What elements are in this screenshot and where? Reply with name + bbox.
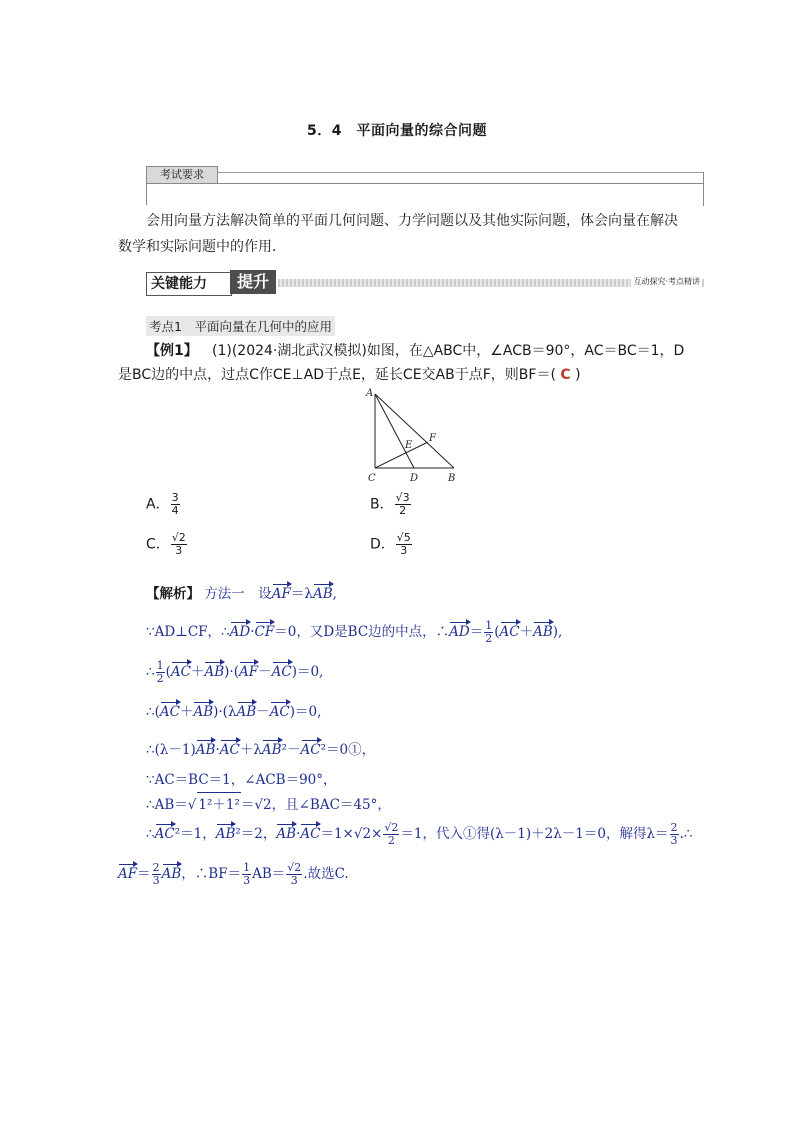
label-f: F bbox=[429, 433, 436, 444]
solution-line-5: ∴(λ－1)AB·AC＋λAB²－AC²＝0①， bbox=[146, 742, 376, 758]
option-b: B． $\frac{√3}{2}$ bbox=[370, 491, 410, 517]
label-b: B bbox=[448, 473, 456, 484]
solution-line-6: ∵AC＝BC＝1，∠ACB＝90°， bbox=[146, 772, 337, 788]
solution-line-4: ∴(AC＋AB)·(λAB－AC)＝0, bbox=[146, 704, 322, 720]
solution-line-3: ∴ $\frac{1}{2}$ (AC＋AB)·(AF－AC)＝0, bbox=[146, 659, 324, 685]
solution-line-9: AF＝ $\frac{2}{3}$ AB，∴BF＝ $\frac{1}{3}$ AB＝ $\frac{√2}{3}$ .故选C. bbox=[118, 861, 349, 887]
requirements-text-2: 数学和实际问题中的作用． bbox=[118, 239, 286, 255]
requirements-box bbox=[146, 166, 704, 206]
requirements-left-rule bbox=[146, 183, 147, 205]
requirements-top-rule bbox=[218, 172, 704, 173]
label-c: C bbox=[368, 473, 376, 484]
banner-tag: 互动探究·考点精讲 bbox=[633, 277, 700, 286]
solution-line-2: ∵AD⊥CF，∴AD·CF＝0，又D是BC边的中点，∴AD＝ $\frac{1}{2}$ (AC＋AB), bbox=[146, 619, 563, 645]
requirements-tab: 考试要求 bbox=[146, 166, 218, 183]
solution-label: 【解析】 bbox=[146, 586, 200, 602]
solution-line-8: ∴AC²＝1，AB²＝2，AB·AC＝1×√2× $\frac{√2}{2}$ ＝1，代入①得(λ－1)＋2λ－1＝0，解得λ＝ $\frac{2}{3}$ .∴ bbox=[146, 821, 693, 847]
requirements-rule bbox=[146, 183, 704, 184]
section-banner bbox=[146, 272, 704, 294]
option-c: C． $\frac{√2}{3}$ bbox=[146, 531, 186, 557]
example-label: 【例1】 bbox=[146, 343, 198, 359]
label-e: E bbox=[405, 440, 413, 451]
topic-heading: 考点1 平面向量在几何中的应用 bbox=[146, 316, 335, 336]
triangle-figure bbox=[360, 386, 470, 486]
banner-accent: 提升 bbox=[230, 270, 276, 294]
side-ab bbox=[375, 394, 454, 468]
option-a: A． $\frac{3}{4}$ bbox=[146, 491, 179, 517]
solution-line-1: 【解析】 方法一 设AF＝λAB, bbox=[146, 586, 337, 602]
label-d: D bbox=[410, 473, 419, 484]
solution-line-7: ∴AB＝√ 1²＋1²＝√2，且∠BAC＝45°， bbox=[146, 792, 391, 813]
label-a: A bbox=[366, 388, 374, 399]
option-d: D． $\frac{√5}{3}$ bbox=[370, 531, 411, 557]
segment-ad bbox=[375, 394, 414, 468]
example-line-2-close: ) bbox=[575, 367, 581, 383]
page-title: 5．4 平面向量的综合问题 bbox=[307, 123, 487, 139]
requirements-right-rule bbox=[703, 172, 704, 206]
example-answer: C bbox=[560, 367, 571, 383]
example-line-2-text: 是BC边的中点，过点C作CE⊥AD于点E，延长CE交AB于点F，则BF＝( bbox=[118, 367, 556, 383]
segment-cf bbox=[375, 442, 428, 468]
example-line-2 bbox=[118, 364, 581, 384]
example-line-1: (1)(2024·湖北武汉模拟)如图，在△ABC中，∠ACB＝90°，AC＝BC＝1，D bbox=[212, 343, 685, 359]
banner-title: 关键能力 bbox=[146, 272, 232, 296]
requirements-text-1: 会用向量方法解决简单的平面几何问题、力学问题以及其他实际问题，体会向量在解决 bbox=[146, 213, 678, 229]
